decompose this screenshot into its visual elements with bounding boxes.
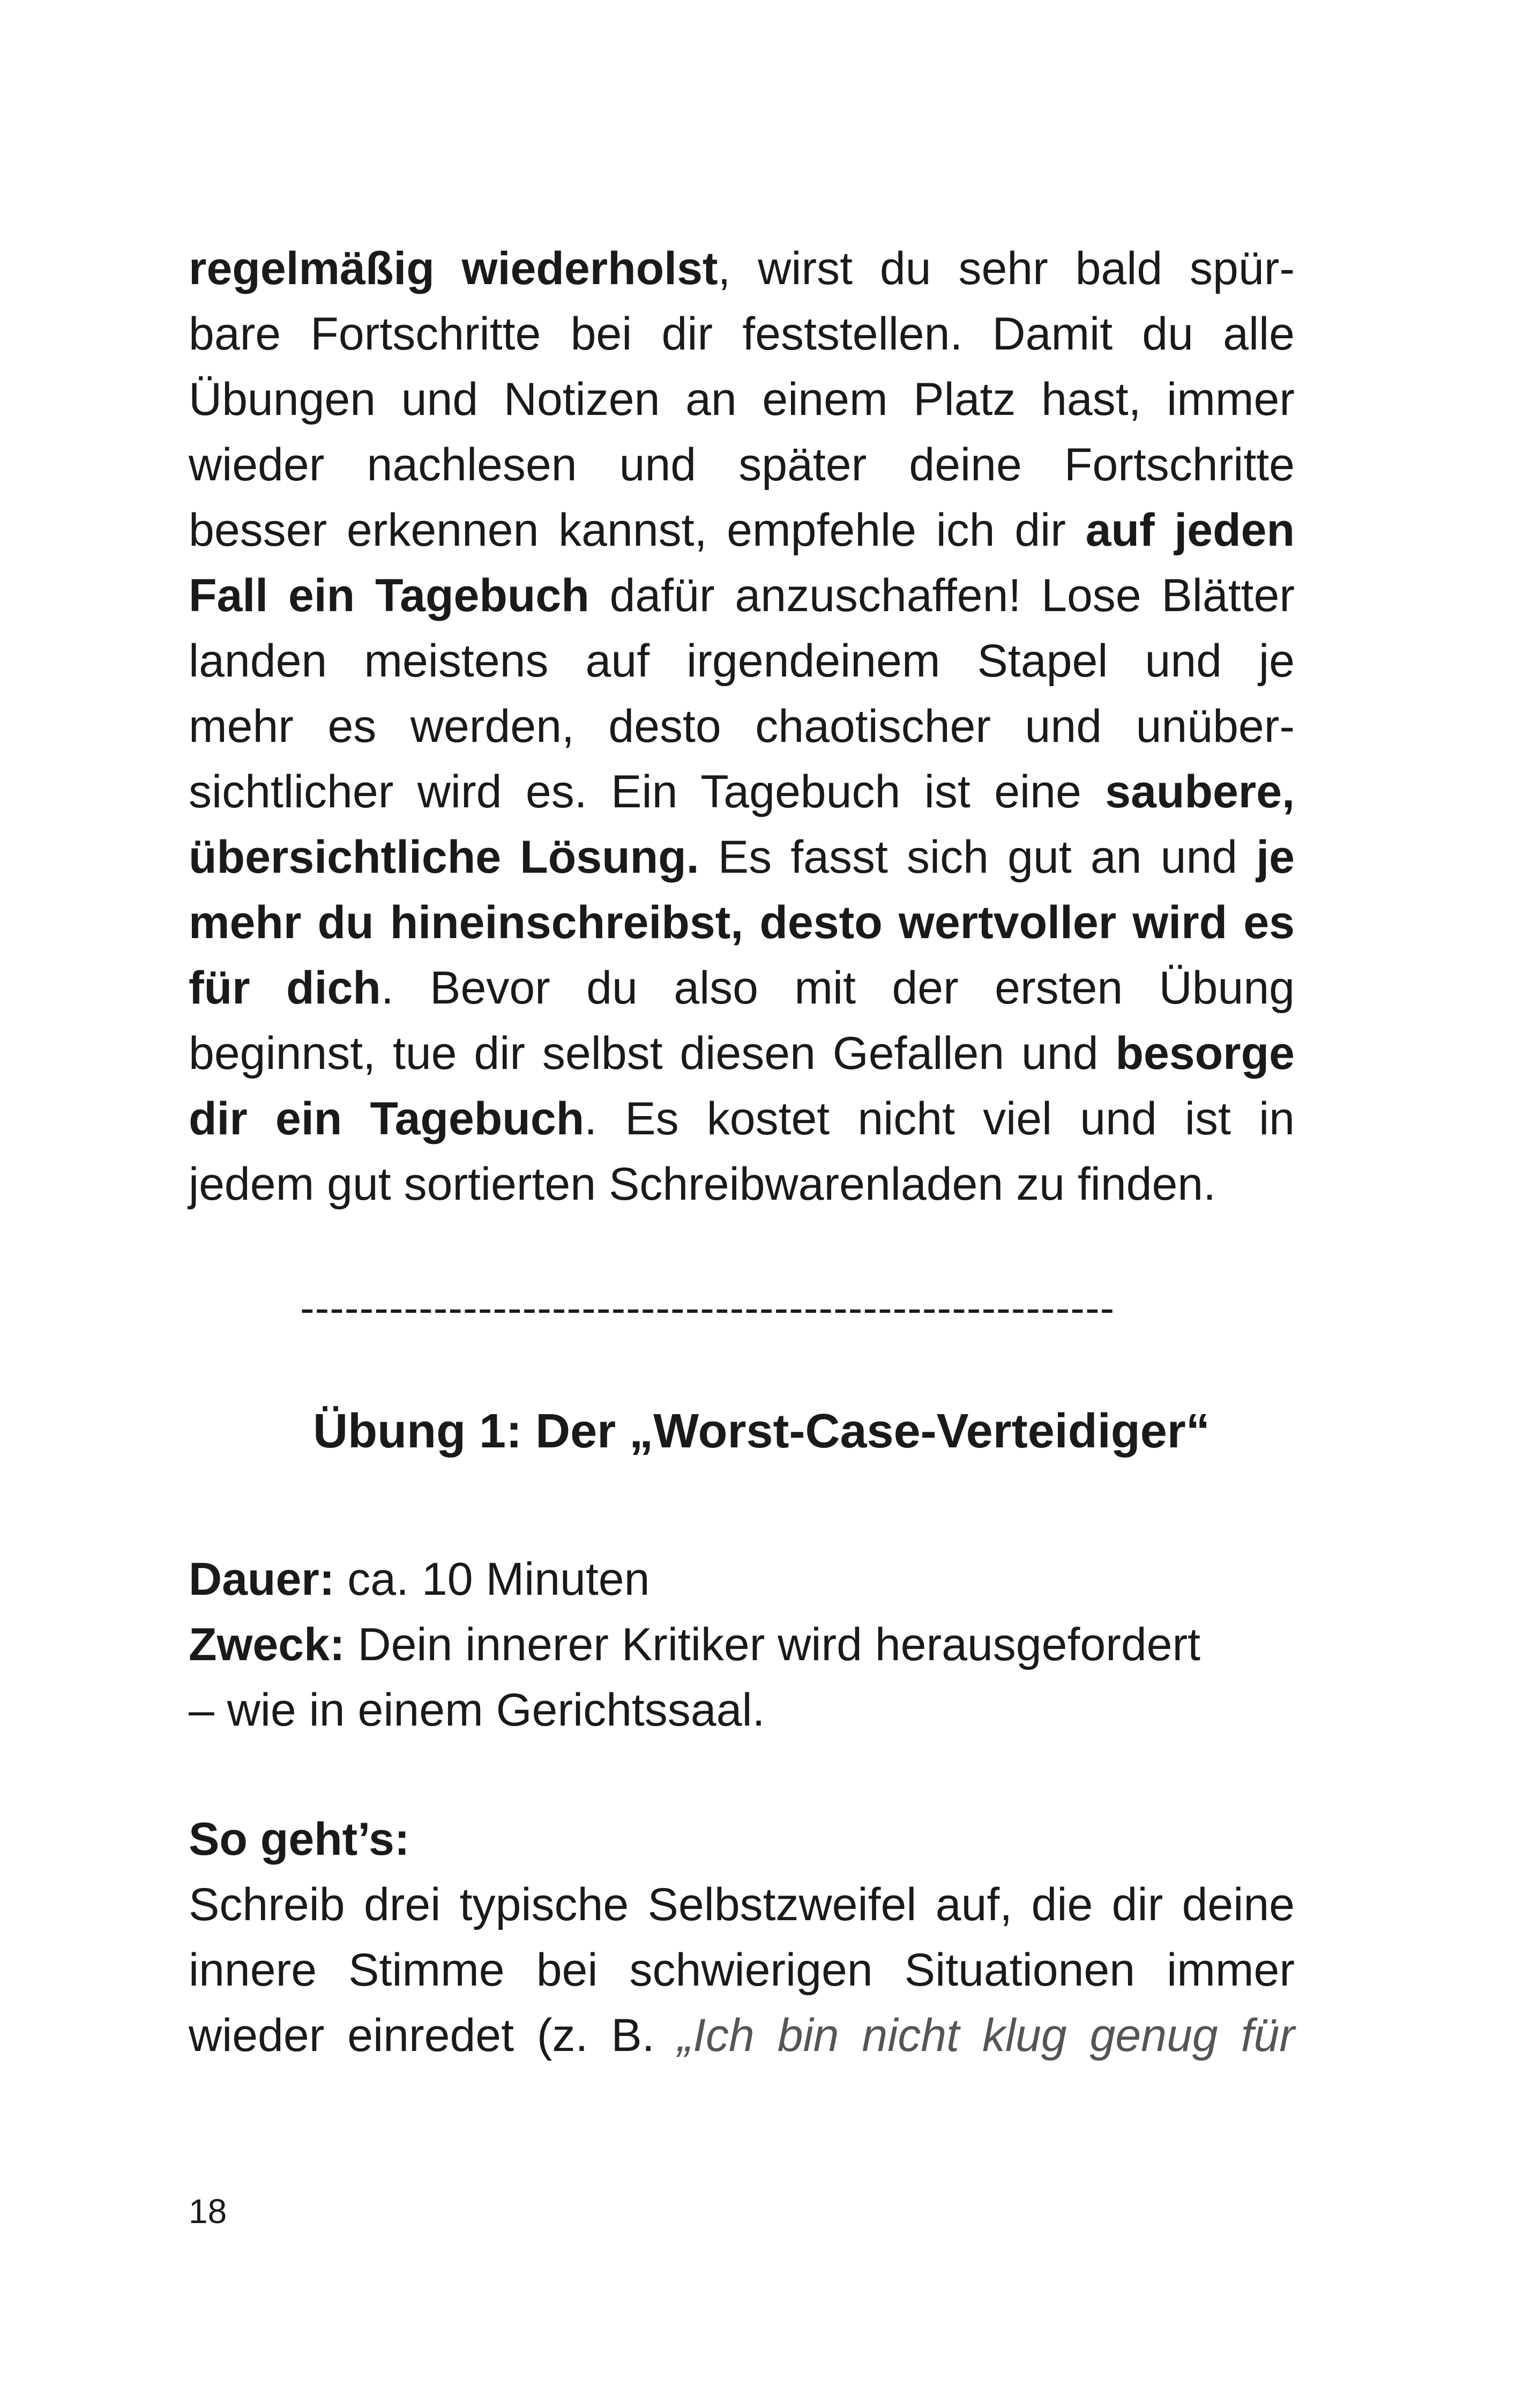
text-line <box>189 2003 1295 2068</box>
section-separator: ------------------------------------------------------- <box>300 1284 1115 1332</box>
text-line: jedem gut sortierten Schreibwarenladen zu finden. <box>189 1158 1216 1210</box>
text-line <box>189 497 1295 563</box>
text-line <box>189 1086 1295 1151</box>
text-line: Übungen und Notizen an einem Platz hast, immer <box>189 374 1295 425</box>
body-text: . Es kostet nicht viel und ist in <box>584 1093 1295 1144</box>
exercise-instructions <box>189 1807 1295 2068</box>
purpose-line-cont: – wie in einem Gerichtssaal. <box>189 1684 765 1736</box>
body-text: . Bevor du also mit der ersten Übung <box>380 962 1295 1014</box>
text-line <box>189 236 1295 301</box>
body-text: besser erkennen kannst, empfehle ich dir <box>189 504 1086 556</box>
purpose-value: Dein innerer Kritiker wird herausgefordert <box>345 1619 1201 1670</box>
emphasis-text: saubere, <box>1105 766 1295 817</box>
body-text: wieder einredet (z. B. <box>189 2010 678 2061</box>
emphasis-text: Fall ein Tagebuch <box>189 570 589 621</box>
intro-paragraph <box>189 236 1295 1217</box>
duration-line <box>189 1547 1295 1612</box>
emphasis-text: je <box>1256 831 1295 883</box>
body-text: Es fasst sich gut an und <box>699 831 1257 883</box>
emphasis-text: übersichtliche Lösung. <box>189 831 699 883</box>
exercise-title: Übung 1: Der „Worst-Case-Verteidiger“ <box>313 1404 1210 1458</box>
text-line <box>189 1021 1295 1086</box>
text-line: innere Stimme bei schwierigen Situationen immer <box>189 1944 1295 1996</box>
text-line: bare Fortschritte bei dir feststellen. Damit du alle <box>189 308 1295 360</box>
emphasis-text: mehr du hineinschreibst, desto wertvoller wird es <box>189 897 1295 948</box>
text-line <box>189 955 1295 1021</box>
page-number: 18 <box>189 2192 227 2231</box>
emphasis-text: für dich <box>189 962 381 1014</box>
text-line: wieder nachlesen und später deine Fortschritte <box>189 439 1295 490</box>
duration-label: Dauer: <box>189 1554 335 1605</box>
exercise-meta <box>189 1547 1295 1743</box>
emphasis-text: regelmäßig wiederholst <box>189 243 718 294</box>
emphasis-text: besorge <box>1115 1028 1295 1079</box>
body-text: dafür anzuschaffen! Lose Blätter <box>589 570 1295 621</box>
body-text: beginnst, tue dir selbst diesen Gefallen und <box>189 1028 1116 1079</box>
duration-value: ca. 10 Minuten <box>334 1554 650 1605</box>
body-text: , wirst du sehr bald spür- <box>718 243 1295 294</box>
emphasis-text: auf jeden <box>1085 504 1295 556</box>
text-line <box>189 890 1295 955</box>
text-line <box>189 759 1295 824</box>
quoted-text: „Ich bin nicht klug genug für <box>677 2010 1295 2061</box>
emphasis-text: dir ein Tagebuch <box>189 1093 585 1144</box>
body-text: sichtlicher wird es. Ein Tagebuch ist eine <box>189 766 1106 817</box>
text-line <box>189 824 1295 890</box>
howto-heading: So geht’s: <box>189 1814 410 1865</box>
text-line: landen meistens auf irgendeinem Stapel und je <box>189 635 1295 687</box>
text-line: Schreib drei typische Selbstzweifel auf, die dir deine <box>189 1879 1295 1930</box>
text-line <box>189 563 1295 628</box>
purpose-line <box>189 1612 1295 1677</box>
purpose-label: Zweck: <box>189 1619 345 1670</box>
text-line: mehr es werden, desto chaotischer und unüber- <box>189 701 1295 752</box>
